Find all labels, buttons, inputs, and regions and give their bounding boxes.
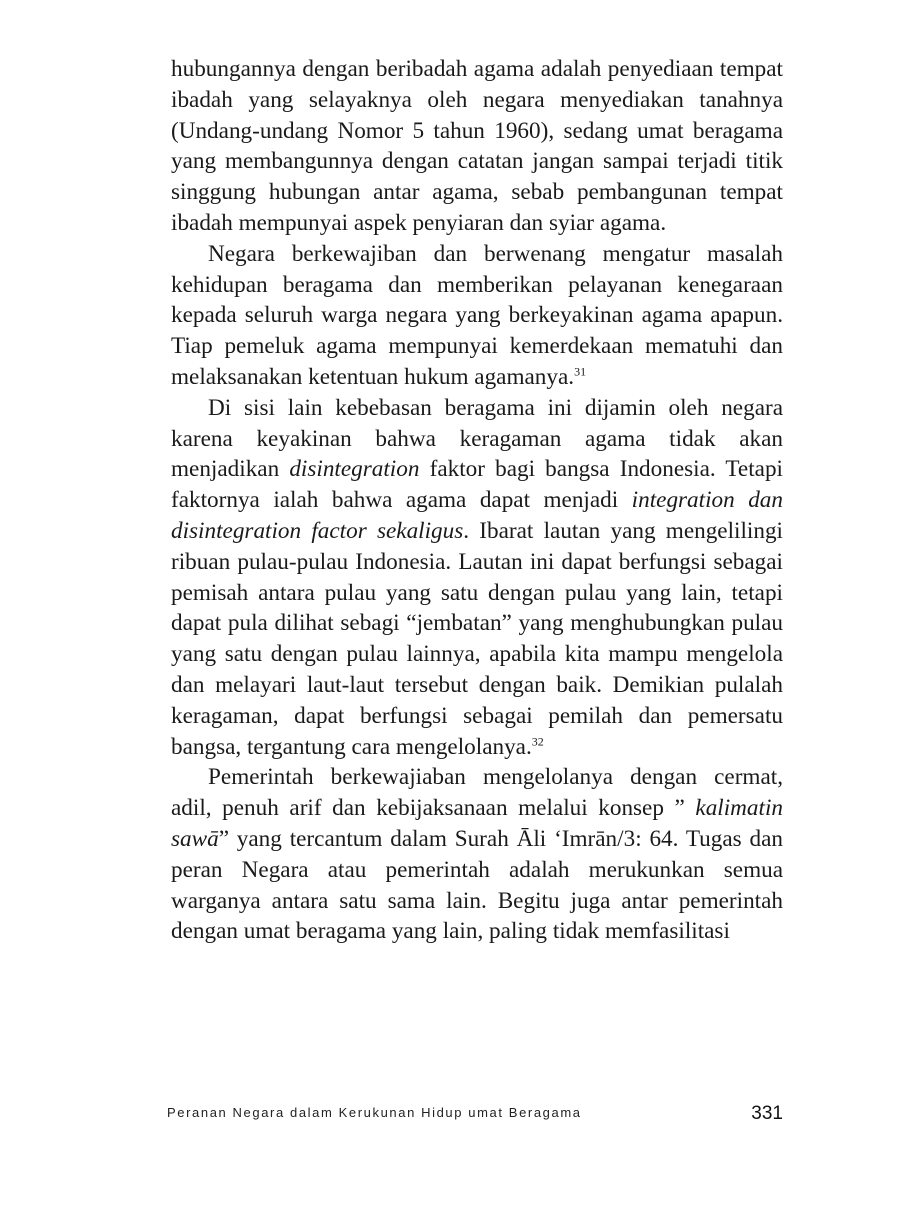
paragraph-4-italic-1: kalimatin sawā <box>171 795 783 852</box>
paragraph-3-italic-1: disintegration <box>289 456 420 483</box>
paragraph-3-text-b: faktor bagi bangsa Indonesia. Tetapi faktornya ialah bahwa agama dapat menjadi <box>171 456 783 514</box>
running-title: Peranan Negara dalam Kerukunan Hidup umat Beragama <box>167 1105 582 1120</box>
paragraph-4 <box>171 762 783 947</box>
footnote-ref-32: 32 <box>531 733 544 748</box>
paragraph-1 <box>171 54 783 239</box>
paragraph-2-text: Negara berkewajiban dan berwenang mengatur masalah kehidupan beragama dan memberikan pelayanan kenegaraan kepada seluruh warga negara yang berkeyakinan agama apapun. Tiap pemeluk agama mempunyai kemerdekaan mematuhi dan melaksanakan ketentuan hukum agamanya. <box>171 240 783 390</box>
paragraph-3-text-c: . Ibarat lautan yang mengelilingi ribuan pulau-pulau Indonesia. Lautan ini dapat berfungsi sebagai pemisah antara pulau yang satu dengan pulau yang lain, tetapi dapat pula dilihat sebagi “jembatan” yang menghubungkan pulau yang satu dengan pulau lainnya, apabila kita mampu mengelola dan melayari laut-laut tersebut dengan baik. Demikian pulalah keragaman, dapat berfungsi sebagai pemilah dan pemersatu bangsa, tergantung cara mengelolanya. <box>171 517 783 760</box>
page-footer <box>167 1103 783 1129</box>
page-number: 331 <box>751 1103 783 1124</box>
paragraph-3 <box>171 393 783 763</box>
paragraph-4-text-b: ” yang tercantum dalam Surah Āli ‘Imrān/3: 64. Tugas dan peran Negara atau pemerintah adalah merukunkan semua warganya antara satu sama lain. Begitu juga antar pemerintah dengan umat beragama yang lain, paling tidak memfasilitasi <box>171 825 783 945</box>
paragraph-1-text: hubungannya dengan beribadah agama adalah penyediaan tempat ibadah yang selayaknya oleh negara menyediakan tanahnya (Undang-undang Nomor 5 tahun 1960), sedang umat beragama yang membangunnya dengan catatan jangan sampai terjadi titik singgung hubungan antar agama, sebab pembangunan tempat ibadah mempunyai aspek penyiaran dan syiar agama. <box>171 56 783 236</box>
paragraph-2 <box>171 239 783 393</box>
paragraph-3-italic-2: integration dan disintegration factor sekaligus <box>171 487 783 544</box>
page-body <box>171 54 783 947</box>
footnote-ref-31: 31 <box>574 364 587 379</box>
paragraph-3-text-a: Di sisi lain kebebasan beragama ini dijamin oleh negara karena keyakinan bahwa keragaman agama tidak akan menjadikan <box>171 394 783 483</box>
paragraph-4-text-a: Pemerintah berkewajiaban mengelolanya dengan cermat, adil, penuh arif dan kebijaksanaan melalui konsep ” <box>171 764 783 822</box>
